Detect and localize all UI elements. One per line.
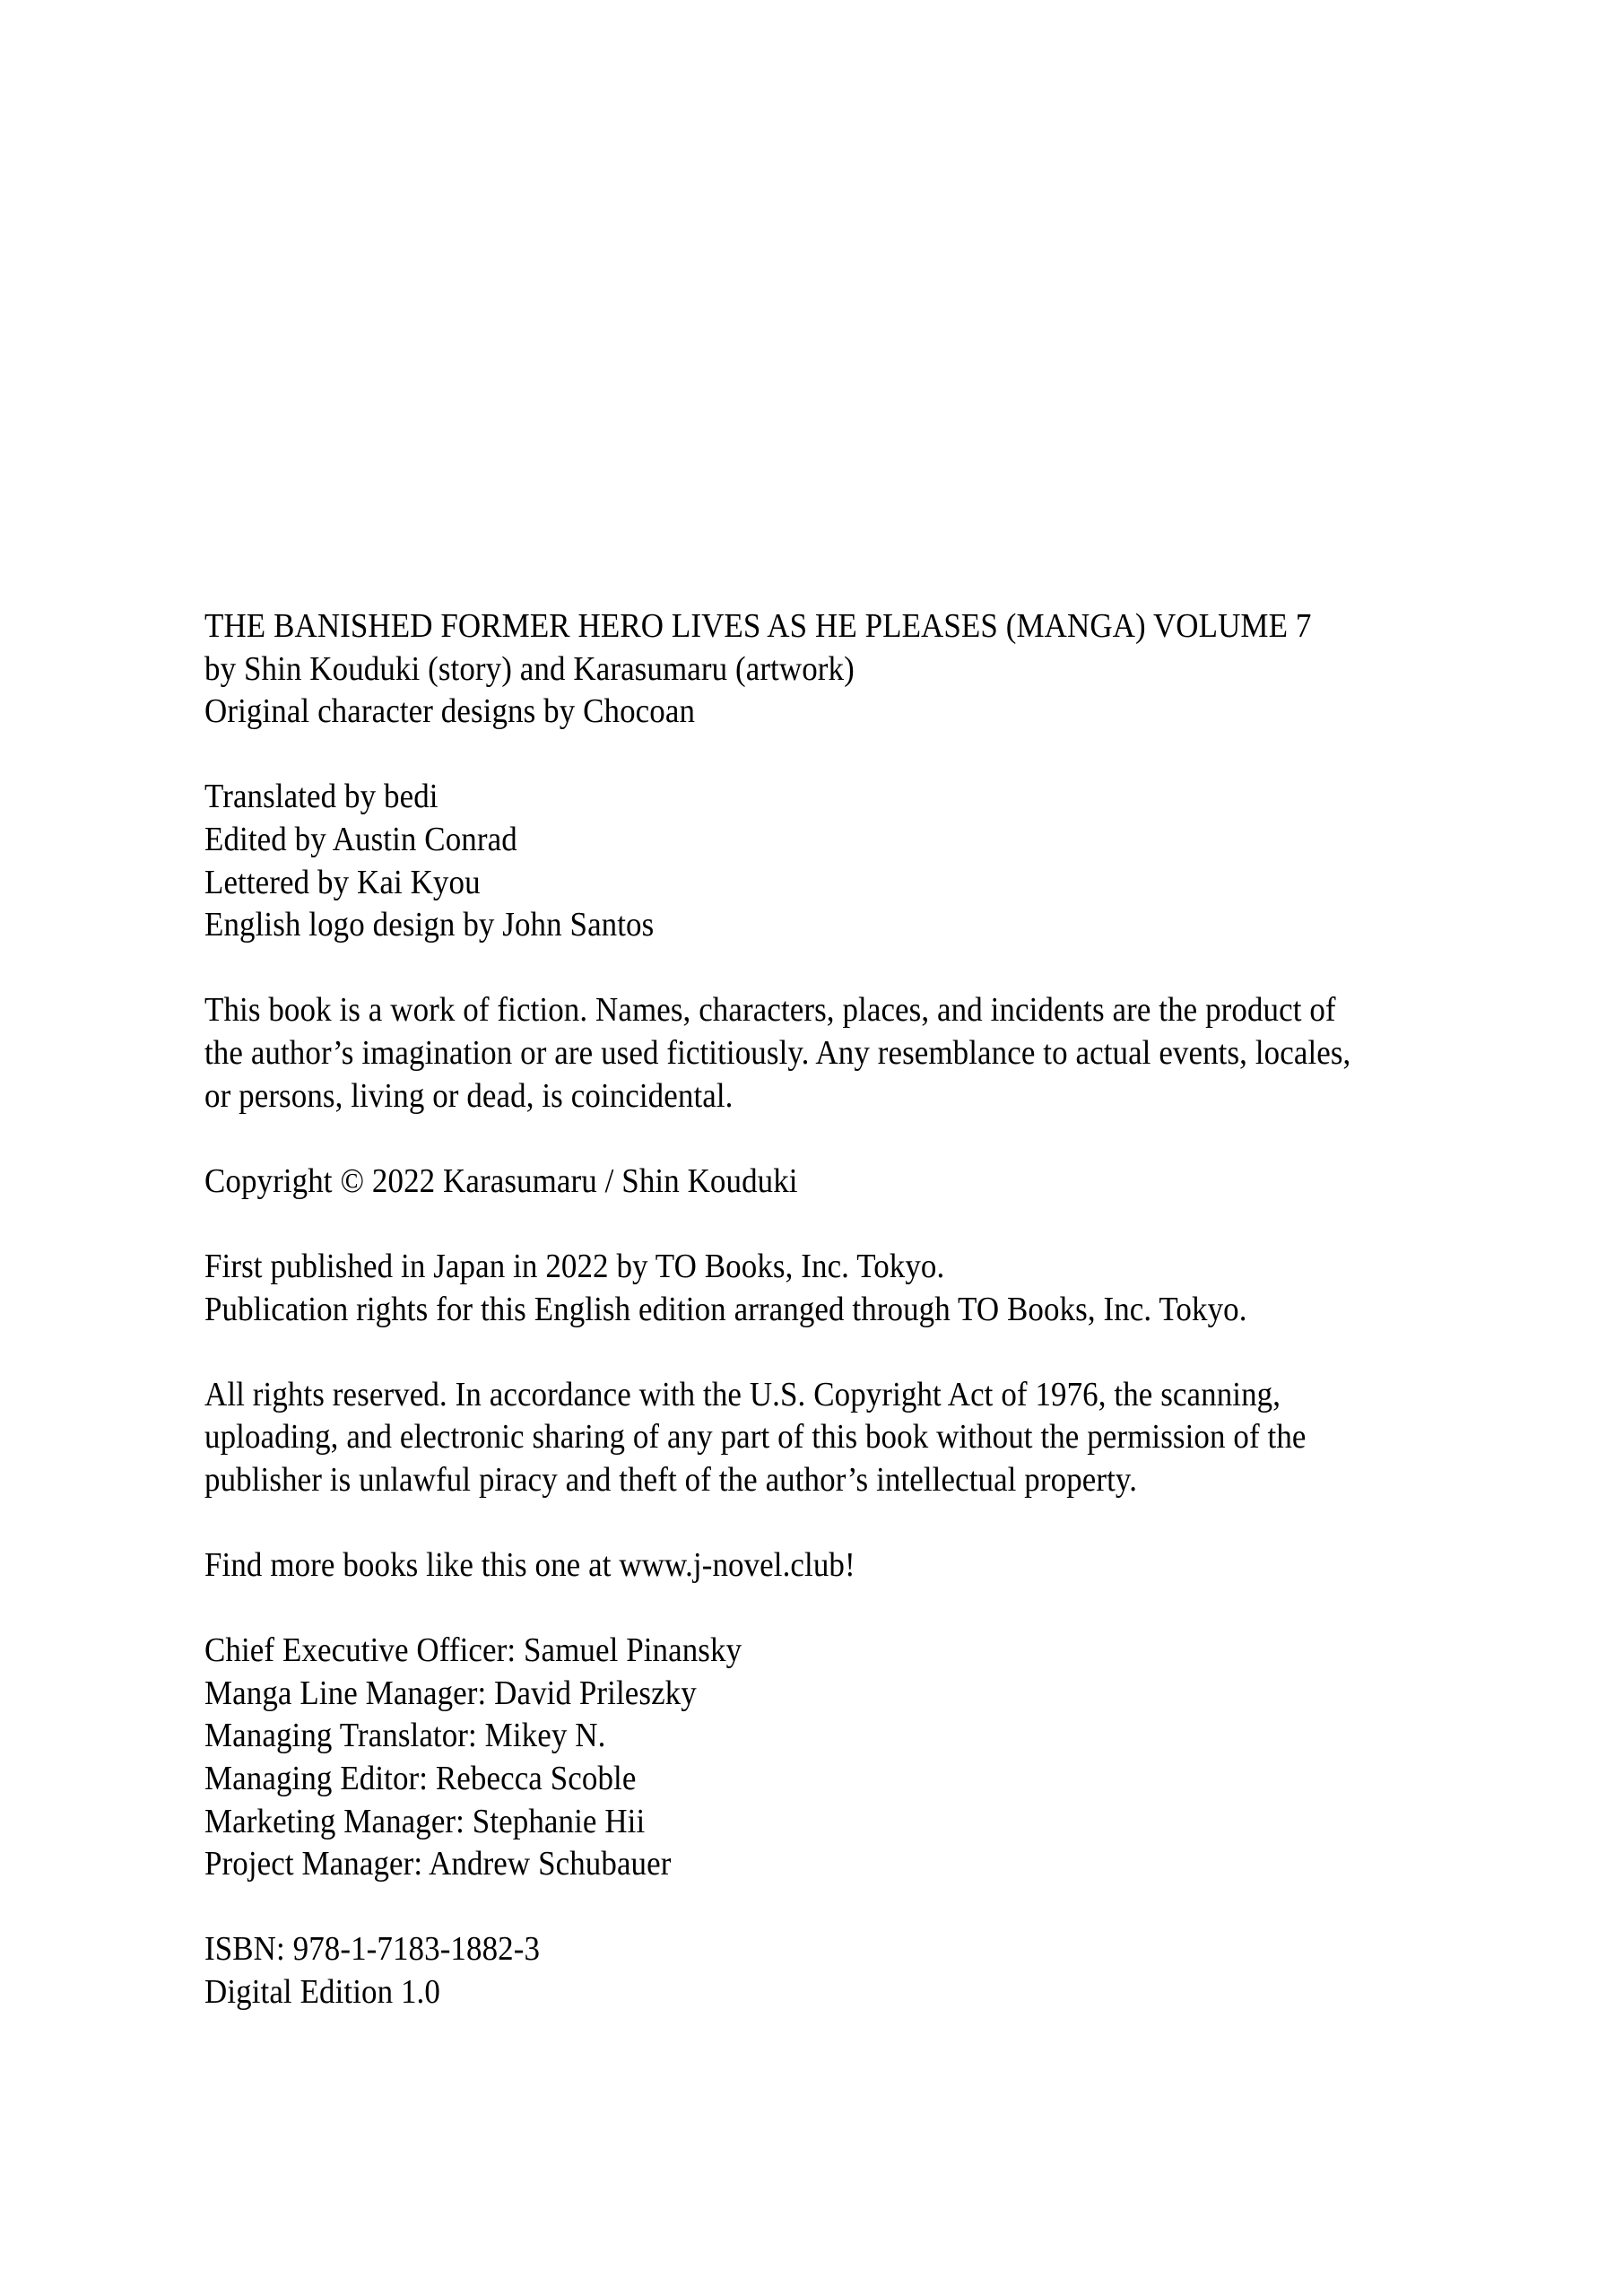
text-line: or persons, living or dead, is coincidental. xyxy=(204,1076,734,1115)
text-line: Original character designs by Chocoan xyxy=(204,692,696,731)
title-block xyxy=(204,605,1532,734)
text-line: Manga Line Manager: David Prileszky xyxy=(204,1674,697,1712)
text-line: Managing Editor: Rebecca Scoble xyxy=(204,1760,637,1798)
text-line: Edited by Austin Conrad xyxy=(204,820,517,858)
text-line: Translated by bedi xyxy=(204,778,438,816)
edition-block xyxy=(204,1928,1532,2013)
text-line: Marketing Manager: Stephanie Hii xyxy=(204,1802,646,1840)
colophon-page xyxy=(204,605,1532,2014)
text-line: Digital Edition 1.0 xyxy=(204,1973,440,2011)
text-line: by Shin Kouduki (story) and Karasumaru (artwork) xyxy=(204,649,855,688)
text-line: the author’s imagination or are used fictitiously. Any resemblance to actual events, locales, xyxy=(204,1033,1351,1072)
text-line: uploading, and electronic sharing of any part of this book without the permission of the xyxy=(204,1418,1307,1457)
credits-block xyxy=(204,776,1532,946)
text-line: Lettered by Kai Kyou xyxy=(204,863,481,901)
text-line: ISBN: 978-1-7183-1882-3 xyxy=(204,1930,541,1969)
publication-block xyxy=(204,1246,1532,1331)
text-line: Managing Translator: Mikey N. xyxy=(204,1717,606,1755)
text-line: Copyright © 2022 Karasumaru / Shin Kouduki xyxy=(204,1161,798,1200)
text-line: Project Manager: Andrew Schubauer xyxy=(204,1845,672,1883)
text-block-container xyxy=(204,605,1532,2014)
text-line: publisher is unlawful piracy and theft of the author’s intellectual property. xyxy=(204,1460,1138,1499)
rights-reserved-block xyxy=(204,1374,1532,1502)
find-more-block xyxy=(204,1544,1532,1587)
text-line: English logo design by John Santos xyxy=(204,906,655,944)
text-line: All rights reserved. In accordance with the U.S. Copyright Act of 1976, the scanning, xyxy=(204,1375,1281,1413)
text-line: Publication rights for this English edition arranged through TO Books, Inc. Tokyo. xyxy=(204,1290,1247,1328)
fiction-disclaimer-block xyxy=(204,989,1532,1118)
text-line: Find more books like this one at www.j-novel.club! xyxy=(204,1546,855,1585)
text-line: This book is a work of fiction. Names, characters, places, and incidents are the product of xyxy=(204,991,1336,1030)
text-line: First published in Japan in 2022 by TO Books, Inc. Tokyo. xyxy=(204,1247,945,1285)
copyright-block xyxy=(204,1161,1532,1204)
staff-block xyxy=(204,1630,1532,1886)
text-line: Chief Executive Officer: Samuel Pinansky xyxy=(204,1631,742,1670)
text-line: THE BANISHED FORMER HERO LIVES AS HE PLEASES (MANGA) VOLUME 7 xyxy=(204,607,1312,645)
